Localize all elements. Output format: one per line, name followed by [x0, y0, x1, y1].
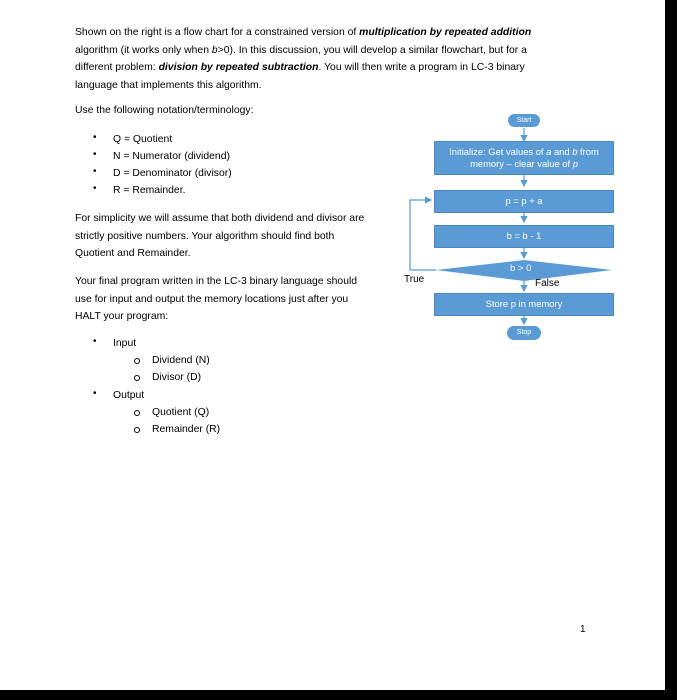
bullet-dot: •: [93, 132, 97, 143]
decision-label: b > 0: [510, 263, 532, 274]
true-loop-arrow: [410, 200, 436, 270]
final-program-paragraph: Your final program written in the LC-3 binary language should use for input and output the memory locations just after you HALT your program:: [75, 276, 358, 322]
input-label: Input: [113, 338, 137, 349]
simplicity-paragraph: For simplicity we will assume that both dividend and divisor are strictly positive numbers. Your algorithm should find both Quotient and Remainder.: [75, 213, 365, 259]
output-item: Remainder (R): [152, 424, 221, 435]
true-label: True: [404, 274, 425, 285]
bullet-dot: •: [93, 149, 97, 160]
output-label: Output: [113, 390, 145, 401]
step-add-box: p = p + a: [434, 190, 614, 213]
store-box: Store p in memory: [434, 293, 614, 316]
page-number: 1: [580, 624, 586, 635]
bullet-dot: •: [93, 336, 97, 347]
notation-item: N = Numerator (dividend): [113, 151, 230, 162]
intro-paragraph: Shown on the right is a flow chart for a constrained version of multiplication by repeated addition algorithm (it works only when b>0). In this discussion, you will develop a similar flowchart, but for a different problem: division by repeated subtraction. You will then write a program in LC-3 binary language that implements this algorithm.: [75, 27, 532, 91]
notation-heading: Use the following notation/terminology:: [75, 105, 254, 116]
bullet-dot: •: [93, 388, 97, 399]
notation-item: D = Denominator (divisor): [113, 168, 232, 179]
output-item: Quotient (Q): [152, 407, 210, 418]
start-node: Start: [508, 114, 540, 127]
bullet-dot: •: [93, 183, 97, 194]
notation-item: Q = Quotient: [113, 134, 173, 145]
notation-item: R = Remainder.: [113, 185, 186, 196]
input-item: Dividend (N): [152, 355, 210, 366]
bullet-dot: •: [93, 166, 97, 177]
stop-node: Stop: [507, 326, 541, 340]
init-box: Initialize: Get values of a and b from memory – clear value of p: [434, 141, 614, 175]
input-item: Divisor (D): [152, 372, 202, 383]
step-decrement-box: b = b - 1: [434, 225, 614, 248]
false-label: False: [535, 278, 560, 289]
